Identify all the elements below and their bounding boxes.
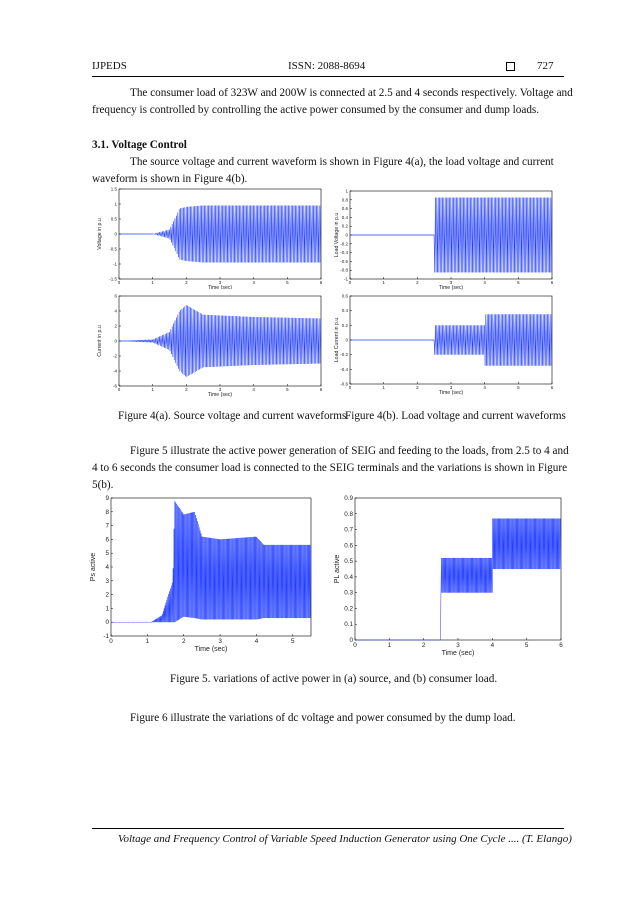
x-tick-label: 4 <box>490 642 495 649</box>
y-tick-label: -1.5 <box>109 276 117 282</box>
y-tick-label: -1 <box>343 276 348 282</box>
y-tick-label: 0.5 <box>110 216 117 222</box>
x-axis-label: Time (sec) <box>438 390 464 396</box>
y-axis-label: Load Current in p.u <box>334 317 340 363</box>
y-tick-label: 1 <box>105 605 109 613</box>
fig5a-chart <box>87 494 327 660</box>
x-tick-label: 6 <box>559 642 563 649</box>
x-axis-label: Time (sec) <box>441 650 475 657</box>
fig4b-current-chart <box>332 290 558 400</box>
y-tick-label: 0.2 <box>344 605 353 613</box>
y-tick-label: 4 <box>105 564 109 571</box>
x-tick-label: 3 <box>218 387 222 392</box>
x-axis-label: Time (sec) <box>207 285 233 289</box>
x-tick-label: 6 <box>550 280 554 285</box>
y-tick-label: -0.8 <box>340 267 348 273</box>
x-axis-label: Time (sec) <box>194 646 228 653</box>
para3-line2: 4 to 6 seconds the consumer load is connected to the SEIG terminals and the variations is shown in Figure <box>92 462 568 474</box>
para1-line2: frequency is controlled by controlling the active power consumed by the consumer and dump loads. <box>92 104 540 116</box>
y-tick-label: 7 <box>105 522 109 530</box>
y-tick-label: 1 <box>114 201 117 207</box>
y-tick-label: 0.3 <box>344 589 353 597</box>
x-axis-label: Time (sec) <box>438 285 464 291</box>
x-tick-label: 1 <box>382 280 385 285</box>
y-tick-label: -1 <box>112 261 117 267</box>
y-tick-label: 0 <box>349 637 353 644</box>
y-tick-label: 0.7 <box>344 526 353 534</box>
issn: ISSN: 2088-8694 <box>288 60 366 72</box>
page-number: 727 <box>537 60 554 72</box>
y-tick-label: 0 <box>114 338 117 344</box>
y-axis-label: Voltage in p.u <box>97 218 103 250</box>
x-tick-label: 6 <box>319 387 323 392</box>
y-tick-label: 0 <box>345 232 348 238</box>
x-tick-label: 1 <box>151 387 154 392</box>
x-tick-label: 4 <box>483 385 486 390</box>
y-tick-label: 0 <box>114 231 117 237</box>
y-tick-label: 5 <box>105 550 109 558</box>
y-tick-label: 1 <box>345 188 348 194</box>
y-tick-label: 2 <box>105 591 109 599</box>
y-tick-label: 0 <box>105 619 109 627</box>
para4: Figure 6 illustrate the variations of dc voltage and power consumed by the dump load. <box>130 712 516 724</box>
y-tick-label: 0.6 <box>341 206 348 212</box>
x-tick-label: 2 <box>416 385 419 390</box>
fig4b-caption: Figure 4(b). Load voltage and current waveforms <box>345 410 566 422</box>
y-tick-label: 0.8 <box>341 197 348 203</box>
y-axis-label: Current in p.u <box>97 325 103 357</box>
y-tick-label: 0 <box>345 337 348 343</box>
y-tick-label: -0.6 <box>340 258 348 264</box>
x-tick-label: 2 <box>185 280 188 285</box>
fig4a-current-chart <box>95 290 328 398</box>
y-tick-label: 3 <box>105 577 109 585</box>
journal-name: IJPEDS <box>92 60 127 72</box>
y-tick-label: -0.6 <box>340 381 348 387</box>
x-tick-label: 1 <box>151 280 154 285</box>
x-tick-label: 2 <box>185 387 188 392</box>
x-tick-label: 0 <box>353 642 357 649</box>
x-tick-label: 2 <box>416 280 419 285</box>
y-tick-label: 0.8 <box>344 510 353 518</box>
fig4a-caption: Figure 4(a). Source voltage and current waveforms <box>118 410 347 422</box>
y-tick-label: 0.5 <box>344 558 353 566</box>
y-tick-label: -0.2 <box>340 241 348 247</box>
x-tick-label: 1 <box>382 385 385 390</box>
x-tick-label: 0 <box>109 638 113 645</box>
x-axis-label: Time (sec) <box>207 392 233 398</box>
y-tick-label: 9 <box>105 495 109 502</box>
x-tick-label: 0 <box>117 280 121 285</box>
x-tick-label: 4 <box>254 638 259 645</box>
y-tick-label: 6 <box>114 293 117 299</box>
y-tick-label: 1.5 <box>110 186 117 192</box>
fig4b-voltage-chart <box>332 185 558 294</box>
x-tick-label: 4 <box>252 280 255 285</box>
x-tick-label: 5 <box>517 385 520 390</box>
para1-line1: The consumer load of 323W and 200W is connected at 2.5 and 4 seconds respectively. Voltage and <box>130 87 573 99</box>
y-tick-label: 4 <box>114 308 117 314</box>
x-tick-label: 3 <box>449 385 453 390</box>
fig5b-chart <box>331 494 567 660</box>
y-tick-label: 0.6 <box>341 293 348 299</box>
para2-line2: waveform is shown in Figure 4(b). <box>92 173 248 185</box>
x-tick-label: 3 <box>218 638 222 645</box>
y-axis-label: Load Voltage in p.u <box>334 212 340 258</box>
x-tick-label: 4 <box>252 387 255 392</box>
y-tick-label: 0.6 <box>344 542 353 550</box>
y-axis-label: PL active <box>334 554 341 584</box>
y-tick-label: -0.4 <box>340 366 348 372</box>
y-tick-label: -1 <box>103 633 109 640</box>
y-tick-label: 0.9 <box>344 495 353 502</box>
y-tick-label: 0.4 <box>344 573 353 581</box>
x-tick-label: 6 <box>550 385 554 390</box>
x-tick-label: 4 <box>483 280 486 285</box>
footer-text: Voltage and Frequency Control of Variable Speed Induction Generator using One Cycle .... (T. Elango) <box>118 833 572 845</box>
x-tick-label: 0 <box>348 280 352 285</box>
x-tick-label: 0 <box>348 385 352 390</box>
y-tick-label: 0.4 <box>341 214 348 220</box>
y-tick-label: 0.1 <box>344 621 353 629</box>
y-tick-label: -4 <box>112 368 117 374</box>
y-tick-label: -6 <box>112 383 117 389</box>
checkbox-square-icon <box>506 62 515 71</box>
y-tick-label: -0.5 <box>109 246 117 252</box>
fig5-caption: Figure 5. variations of active power in (a) source, and (b) consumer load. <box>170 673 498 685</box>
fig4a-voltage-chart <box>95 183 328 289</box>
x-tick-label: 0 <box>117 387 121 392</box>
x-tick-label: 6 <box>319 280 323 285</box>
y-tick-label: -2 <box>112 353 117 359</box>
y-tick-label: -0.2 <box>340 352 348 358</box>
y-tick-label: 6 <box>105 536 109 544</box>
x-tick-label: 1 <box>387 642 392 649</box>
para3-line3: 5(b). <box>92 479 114 491</box>
x-tick-label: 5 <box>524 642 529 649</box>
x-tick-label: 2 <box>181 638 186 645</box>
y-tick-label: 8 <box>105 508 109 516</box>
y-tick-label: 0.4 <box>341 308 348 314</box>
x-tick-label: 5 <box>291 638 295 645</box>
header-rule <box>92 76 564 77</box>
x-tick-label: 5 <box>286 387 289 392</box>
x-tick-label: 3 <box>218 280 222 285</box>
x-tick-label: 2 <box>421 642 426 649</box>
para2-line1: The source voltage and current waveform is shown in Figure 4(a), the load voltage and current <box>130 156 554 168</box>
y-axis-label: Ps active <box>90 552 97 582</box>
y-tick-label: 0.2 <box>341 322 348 328</box>
y-tick-label: 0.2 <box>341 223 348 229</box>
y-tick-label: -0.4 <box>340 250 348 256</box>
x-tick-label: 3 <box>456 642 460 649</box>
x-tick-label: 3 <box>449 280 453 285</box>
y-tick-label: 2 <box>114 323 117 329</box>
x-tick-label: 5 <box>517 280 520 285</box>
footer-rule <box>92 828 564 829</box>
x-tick-label: 1 <box>145 638 150 645</box>
para3-line1: Figure 5 illustrate the active power generation of SEIG and feeding to the loads, from 2.5 to 4 and <box>130 445 569 457</box>
section-heading: 3.1. Voltage Control <box>92 139 187 151</box>
x-tick-label: 5 <box>286 280 289 285</box>
